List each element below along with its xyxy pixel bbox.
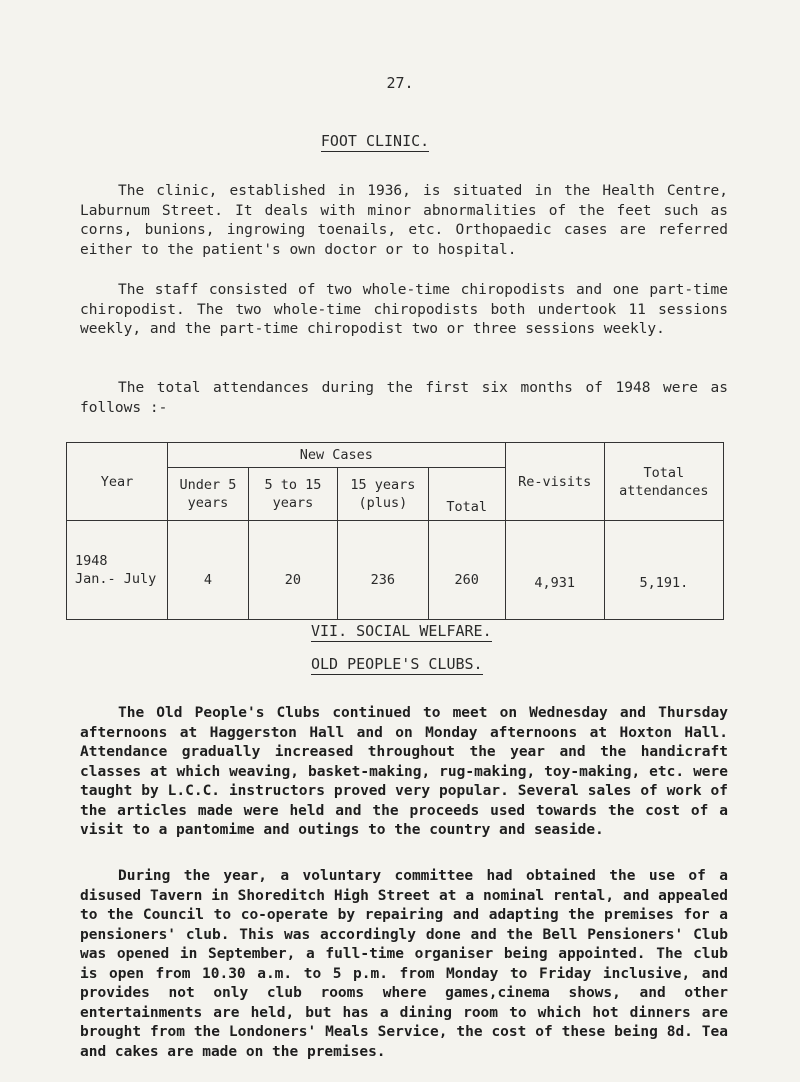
old-peoples-clubs-heading <box>311 655 483 673</box>
cell-total-attendances: 5,191. <box>604 521 723 620</box>
foot-clinic-paragraph-2: The staff consisted of two whole-time chiropodists and one part-time chiropodist. The two whole-time chiropodists both undertook 11 sessions weekly, and the part-time chiropodist two or three sessions weekly. <box>80 282 728 337</box>
table-header-row-1 <box>67 443 724 468</box>
clubs-paragraph-2: During the year, a voluntary committee had obtained the use of a disused Tavern in Shoreditch High Street at a nominal rental, and appealed to the Council to co-operate by repairing and adapting the premises for a pensioners' club. This was accordingly done and the Bell Pensioners' Club was opened in September, a full-time organiser being appointed. The club is open from 10.30 a.m. to 5 p.m. from Monday to Friday inclusive, and provides not only club rooms where games,cinema shows, and other entertainments are held, but has a dining room to which hot dinners are brought from the Londoners' Meals Service, the cost of these being 8d. Tea and cakes are made on the premises. <box>80 868 728 1060</box>
cell-under-5: 4 <box>168 521 249 620</box>
attendance-table <box>66 442 724 620</box>
foot-clinic-paragraph-1: The clinic, established in 1936, is situated in the Health Centre, Laburnum Street. It deals with minor abnormalities of the feet such as corns, bunions, ingrowing toenails, etc. Orthopaedic cases are referred either to the patient's own doctor or to hospital. <box>80 183 728 258</box>
cell-year-value: 1948 <box>75 553 108 569</box>
header-total-attendances: Total attendances <box>604 443 723 521</box>
cell-total: 260 <box>428 521 505 620</box>
header-new-cases: New Cases <box>168 443 506 468</box>
header-5-to-15: 5 to 15 years <box>248 468 337 521</box>
table-row <box>67 521 724 620</box>
old-peoples-clubs-heading-text: OLD PEOPLE'S CLUBS. <box>311 655 483 673</box>
header-under-5: Under 5 years <box>168 468 249 521</box>
cell-year <box>67 521 168 620</box>
foot-clinic-paragraph-3: The total attendances during the first six months of 1948 were as follows :- <box>80 380 728 416</box>
header-year: Year <box>67 443 168 521</box>
foot-clinic-heading-text: FOOT CLINIC. <box>320 132 430 150</box>
cell-revisits: 4,931 <box>505 521 604 620</box>
social-welfare-heading-text: VII. SOCIAL WELFARE. <box>311 622 492 640</box>
foot-clinic-heading <box>0 132 750 150</box>
header-total: Total <box>428 468 505 521</box>
clubs-paragraph-1: The Old People's Clubs continued to meet on Wednesday and Thursday afternoons at Haggerston Hall and on Monday afternoons at Hoxton Hall. Attendance gradually increased throughout the year and the handicraft classes at which weaving, basket-making, rug-making, toy-making, etc. were taught by L.C.C. instructors proved very popular. Several sales of work of the articles made were held and the proceeds used towards the cost of a visit to a pantomime and outings to the country and seaside. <box>80 705 728 838</box>
social-welfare-heading <box>311 622 492 640</box>
cell-5-to-15: 20 <box>248 521 337 620</box>
page-number: 27. <box>386 74 414 92</box>
cell-15-plus: 236 <box>337 521 428 620</box>
cell-period-value: Jan.- July <box>75 571 157 587</box>
header-revisits: Re-visits <box>505 443 604 521</box>
header-15-plus: 15 years (plus) <box>337 468 428 521</box>
